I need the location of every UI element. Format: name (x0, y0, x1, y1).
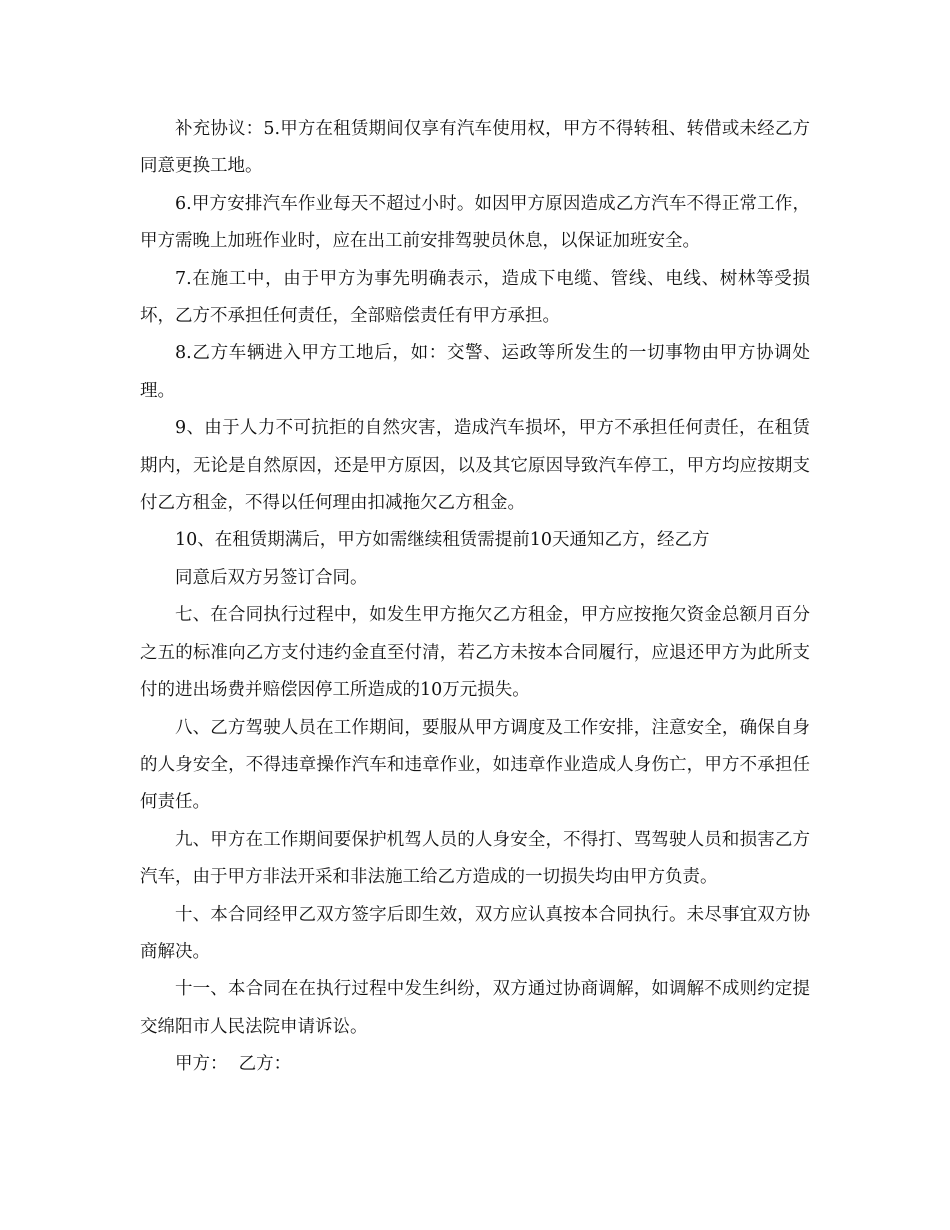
paragraph-clause-9: 9、由于人力不可抗拒的自然灾害，造成汽车损坏，甲方不承担任何责任，在租赁期内，无论是自然原因，还是甲方原因，以及其它原因导致汽车停工，甲方均应按期支付乙方租金，不得以任何理由扣减拖欠乙方租金。 (140, 418, 810, 514)
paragraph-supplement-5: 补充协议：5.甲方在租赁期间仅享有汽车使用权，甲方不得转租、转借或未经乙方同意更换工地。 (140, 119, 810, 177)
paragraph-clause-6: 6.甲方安排汽车作业每天不超过小时。如因甲方原因造成乙方汽车不得正常工作，甲方需晚上加班作业时，应在出工前安排驾驶员休息，以保证加班安全。 (140, 193, 810, 252)
paragraph-article-10: 十、本合同经甲乙双方签字后即生效，双方应认真按本合同执行。未尽事宜双方协商解决。 (140, 904, 810, 962)
paragraph-clause-8: 8.乙方车辆进入甲方工地后，如：交警、运政等所发生的一切事物由甲方协调处理。 (140, 343, 810, 401)
contract-body (140, 111, 810, 1084)
paragraph-clause-10-continued: 同意后双方另签订合同。 (175, 567, 368, 588)
paragraph-clause-10: 10、在租赁期满后，甲方如需继续租赁需提前10天通知乙方，经乙方 (175, 530, 710, 551)
paragraph-article-9: 九、甲方在工作期间要保护机驾人员的人身安全，不得打、骂驾驶人员和损害乙方汽车，由于甲方非法开采和非法施工给乙方造成的一切损失均由甲方负责。 (140, 829, 810, 888)
paragraph-article-11: 十一、本合同在在执行过程中发生纠纷，双方通过协商调解，如调解不成则约定提交绵阳市人民法院申请诉讼。 (140, 979, 810, 1037)
paragraph-clause-7: 7.在施工中，由于甲方为事先明确表示，造成下电缆、管线、电线、树林等受损坏，乙方不承担任何责任，全部赔偿责任有甲方承担。 (140, 268, 810, 327)
signature-line: 甲方： 乙方： (175, 1054, 292, 1075)
paragraph-article-7: 七、在合同执行过程中，如发生甲方拖欠乙方租金，甲方应按拖欠资金总额月百分之五的标准向乙方支付违约金直至付清，若乙方未按本合同履行，应退还甲方为此所支付的进出场费并赔偿因停工所造成的10万元损失。 (140, 605, 810, 701)
paragraph-article-8: 八、乙方驾驶人员在工作期间，要服从甲方调度及工作安排，注意安全，确保自身的人身安全，不得违章操作汽车和违章作业，如违章作业造成人身伤亡，甲方不承担任何责任。 (140, 717, 810, 813)
